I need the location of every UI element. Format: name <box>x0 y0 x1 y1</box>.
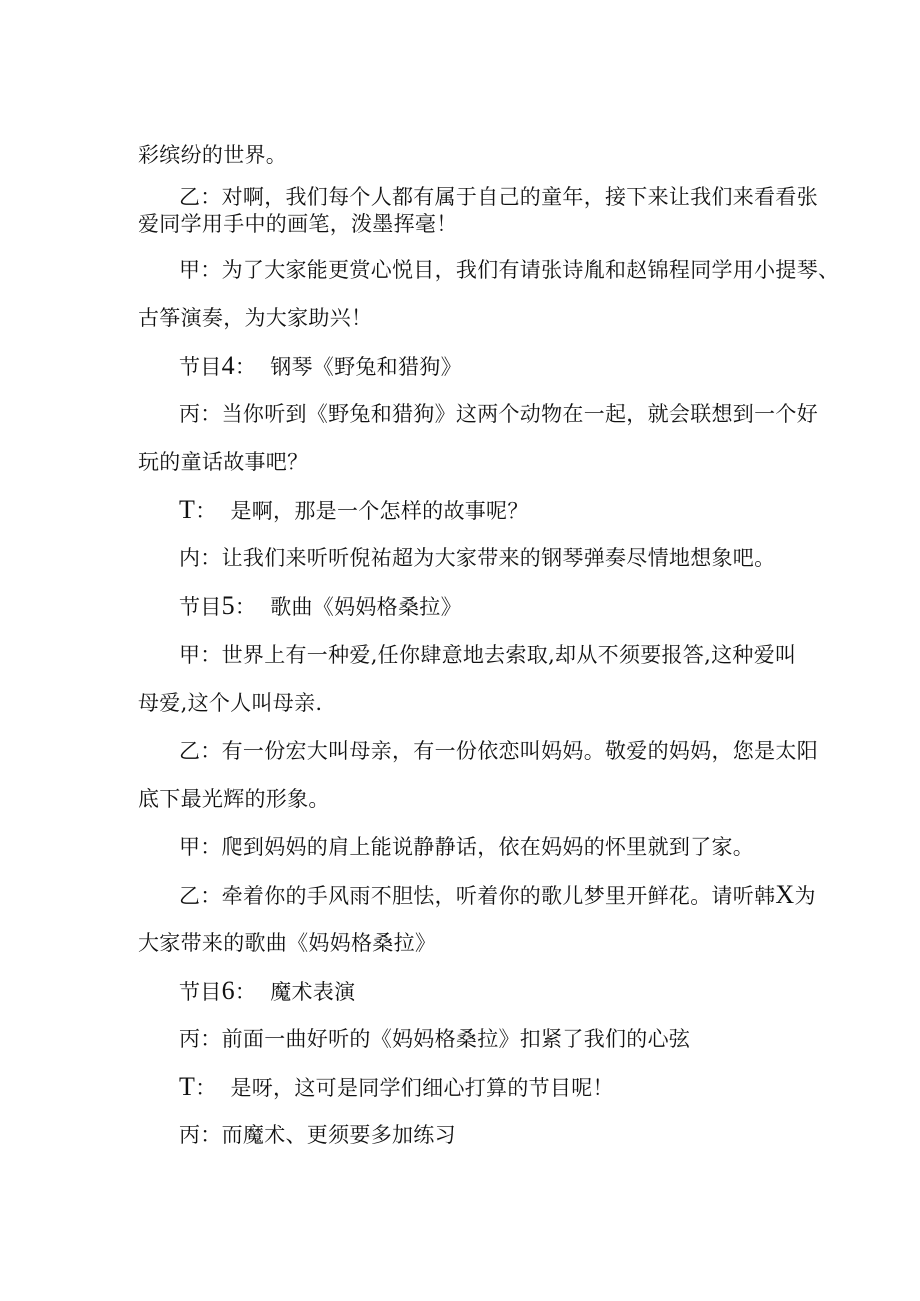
program-heading-6: 节目6： 魔术表演 <box>179 976 356 1005</box>
text-line: 爱同学用手中的画笔，泼墨挥毫！ <box>138 212 458 236</box>
dialogue-line: 丙：前面一曲好听的《妈妈格桑拉》扣紧了我们的心弦 <box>179 1027 691 1051</box>
dialogue-line: 乙：有一份宏大叫母亲，有一份依恋叫妈妈。敬爱的妈妈，您是太阳 <box>179 739 818 763</box>
dialogue-line: 乙：对啊，我们每个人都有属于自己的童年，接下来让我们来看看张 <box>179 185 818 209</box>
program-heading-5: 节目5： 歌曲《妈妈格桑拉》 <box>179 591 462 620</box>
text-line: 母爱,这个人叫母亲. <box>138 691 323 715</box>
dialogue-line: 甲：世界上有一种爱,任你肆意地去索取,却从不须要报答,这种爱叫 <box>179 643 797 667</box>
dialogue-line: 甲：爬到妈妈的肩上能说静静话，依在妈妈的怀里就到了家。 <box>179 835 755 859</box>
dialogue-line: 乙：牵着你的手风雨不胆怯，听着你的歌儿梦里开鲜花。请听韩X为 <box>179 880 816 909</box>
text-line: 玩的童话故事吧？ <box>138 450 309 474</box>
text-line: 底下最光辉的形象。 <box>138 787 330 811</box>
text-line: 古筝演奏，为大家助兴！ <box>138 306 373 330</box>
dialogue-line: 丙：而魔术、更须要多加练习 <box>179 1123 456 1147</box>
dialogue-line: 甲：为了大家能更赏心悦目，我们有请张诗胤和赵锦程同学用小提琴、 <box>179 258 840 282</box>
dialogue-line: 内：让我们来听听倪祐超为大家带来的钢琴弹奏尽情地想象吧。 <box>179 546 776 570</box>
dialogue-line: 丙：当你听到《野兔和猎狗》这两个动物在一起，就会联想到一个好 <box>179 402 818 426</box>
program-heading-4: 节目4： 钢琴《野兔和猎狗》 <box>179 351 462 380</box>
dialogue-line: T： 是呀，这可是同学们细心打算的节目呢！ <box>179 1072 614 1101</box>
dialogue-line: T： 是啊，那是一个怎样的故事呢？ <box>179 495 529 524</box>
text-line: 大家带来的歌曲《妈妈格桑拉》 <box>138 931 437 955</box>
text-line: 彩缤纷的世界。 <box>138 143 288 167</box>
